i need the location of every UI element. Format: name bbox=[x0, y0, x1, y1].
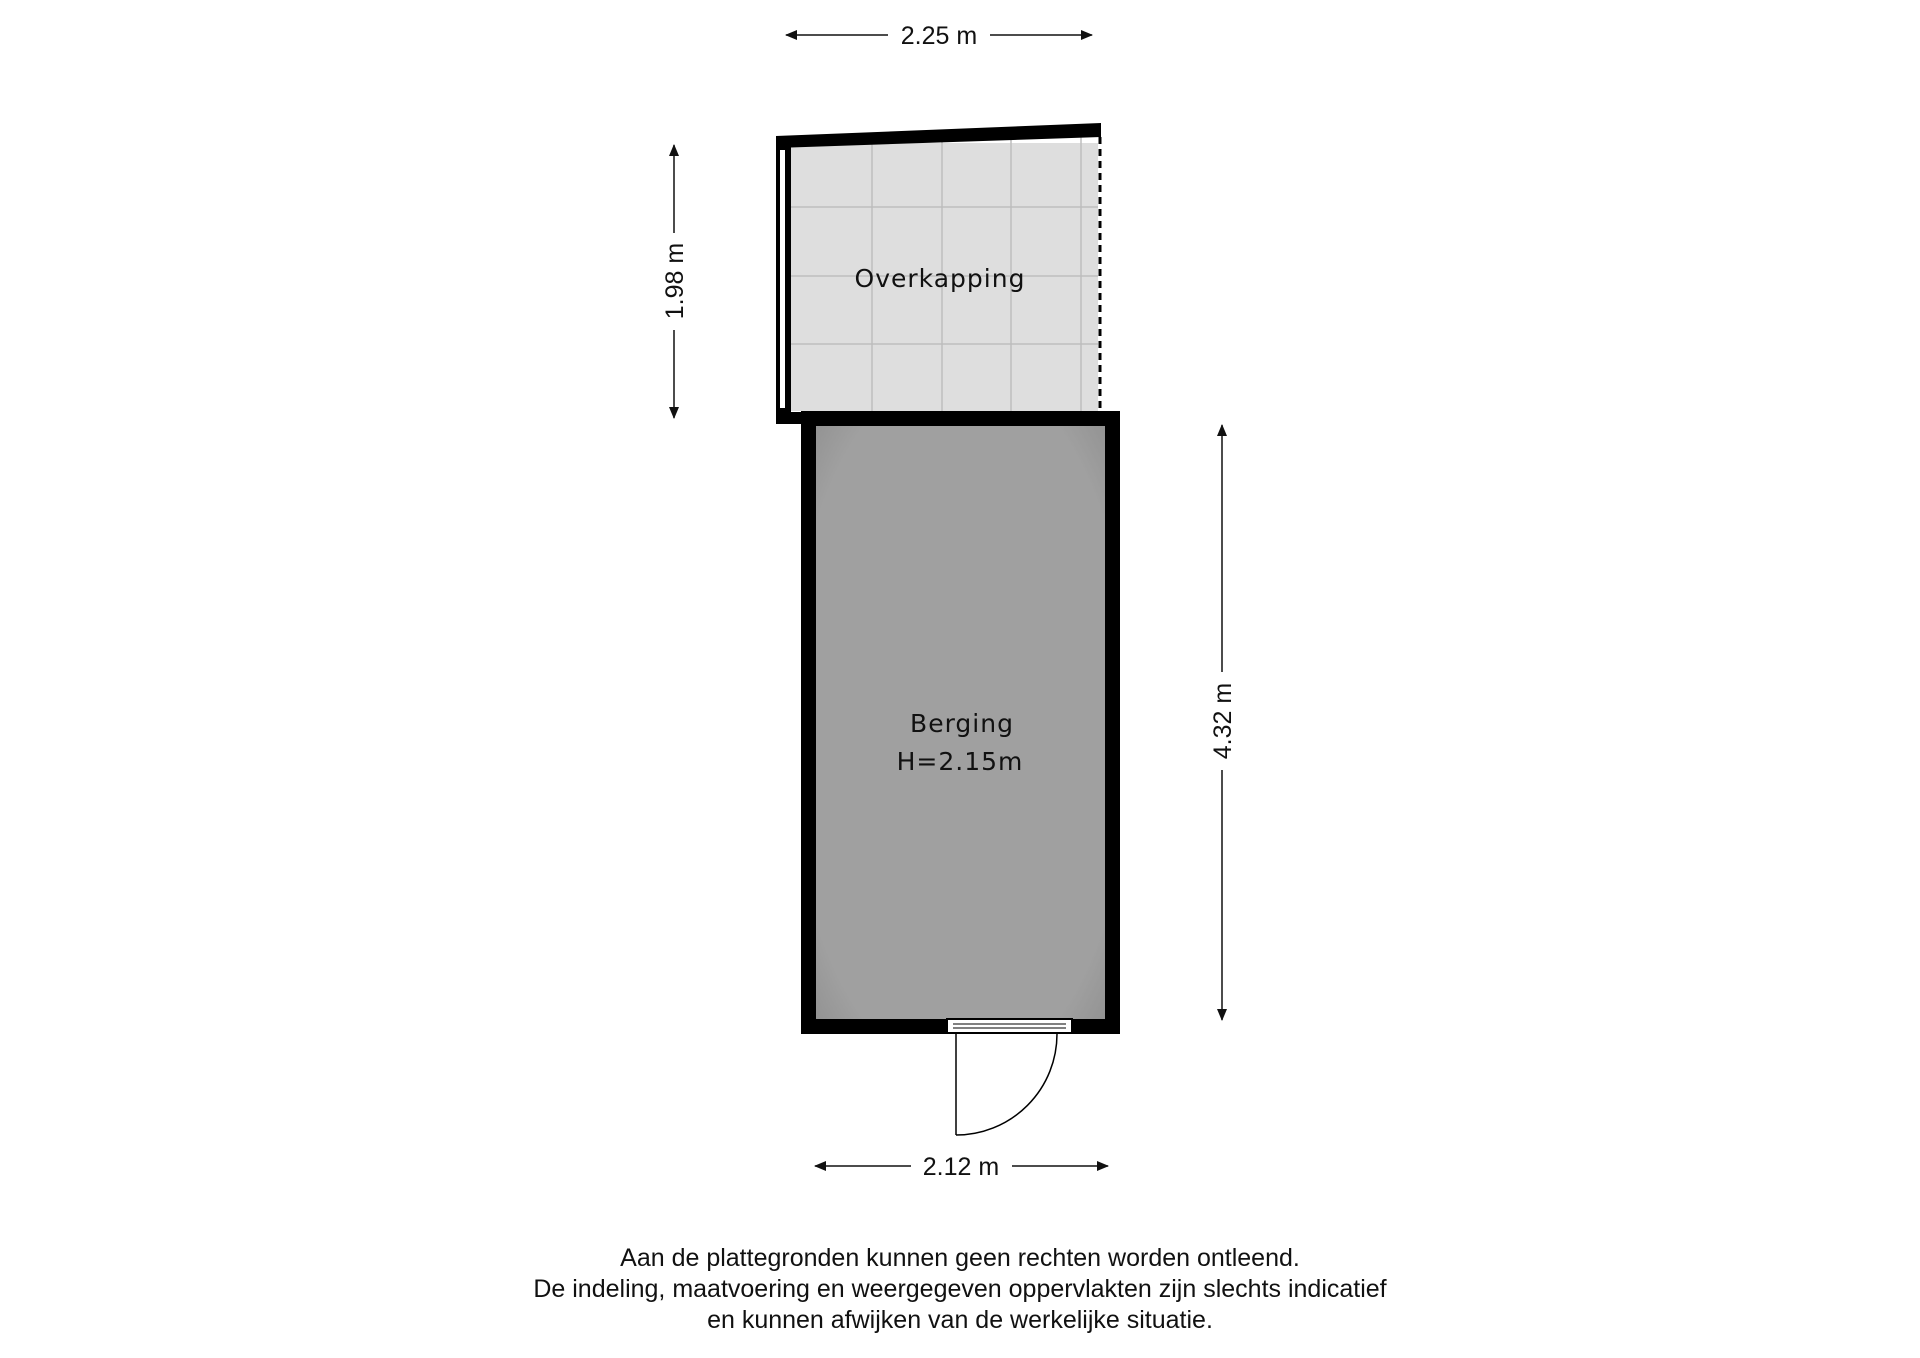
dimension-left-label: 1.98 m bbox=[661, 242, 689, 320]
overkapping-label: Overkapping bbox=[854, 264, 1026, 293]
dimension-top bbox=[786, 22, 1092, 50]
disclaimer-line-1: Aan de plattegronden kunnen geen rechten worden ontleend. bbox=[620, 1244, 1300, 1272]
berging-height-label: H=2.15m bbox=[896, 747, 1024, 776]
dimension-bottom-label: 2.12 m bbox=[922, 1153, 1000, 1181]
disclaimer-line-2: De indeling, maatvoering en weergegeven oppervlakten zijn slechts indicatief bbox=[533, 1275, 1387, 1303]
disclaimer-line-3: en kunnen afwijken van de werkelijke situatie. bbox=[707, 1306, 1213, 1334]
dimension-left bbox=[661, 145, 689, 418]
dimension-top-label: 2.25 m bbox=[900, 22, 978, 50]
berging-label: Berging bbox=[910, 709, 1014, 738]
berging-door-opening bbox=[948, 1018, 1071, 1034]
overkapping-left-window bbox=[780, 150, 785, 408]
berging-door bbox=[956, 1034, 1057, 1135]
dimension-right bbox=[1209, 425, 1237, 1020]
dimension-right-label: 4.32 m bbox=[1209, 682, 1237, 760]
disclaimer bbox=[0, 1243, 1920, 1336]
dimension-bottom bbox=[815, 1153, 1108, 1181]
